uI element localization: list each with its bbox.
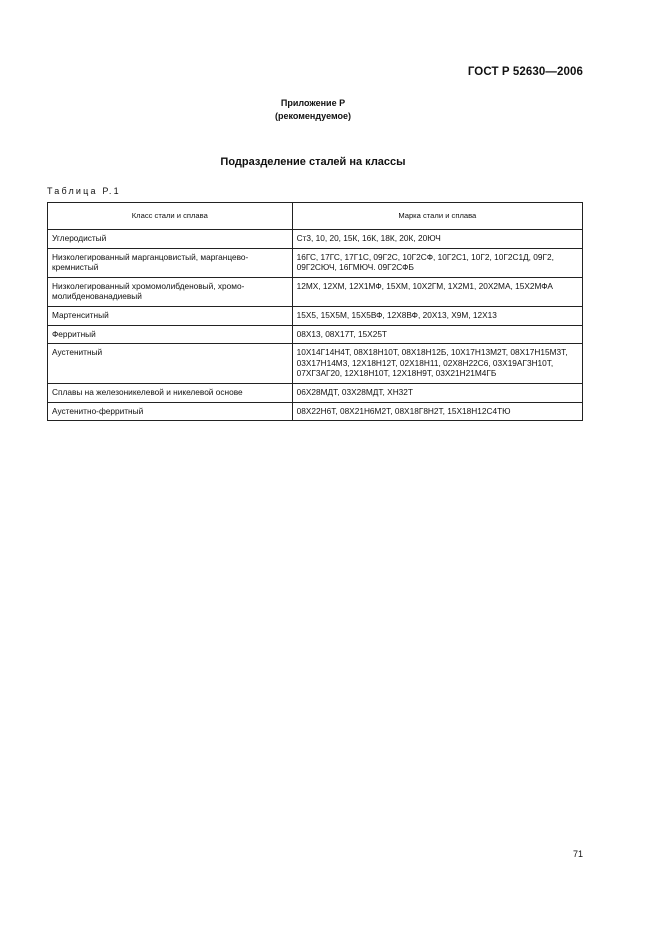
steel-grade-cell: Ст3, 10, 20, 15К, 16К, 18К, 20К, 20ЮЧ <box>292 230 582 249</box>
steel-grade-cell: 10Х14Г14Н4Т, 08Х18Н10Т, 08Х18Н12Б, 10Х17Н13М2Т, 08Х17Н15М3Т, 03Х17Н14М3, 12Х18Н12Т, 02Х18Н11, 02Х8Н22С6, 03Х19АГ3Н10Т, 07ХГ3АГ20, 12Х18Н10Т, 12Х18Н9Т, 03Х21Н21М4ГБ <box>292 344 582 384</box>
steel-class-cell: Ферритный <box>48 325 293 344</box>
table-row <box>48 383 583 402</box>
section-title: Подразделение сталей на классы <box>220 156 406 168</box>
column-header-class: Класс стали и сплава <box>48 203 293 230</box>
steel-grade-cell: 08Х13, 08Х17Т, 15Х25Т <box>292 325 582 344</box>
steel-class-cell: Аустенитно-ферритный <box>48 402 293 421</box>
table-row <box>48 325 583 344</box>
steel-grade-cell: 15Х5, 15Х5М, 15Х5ВФ, 12Х8ВФ, 20Х13, Х9М, 12Х13 <box>292 306 582 325</box>
appendix-title: Приложение Р <box>280 98 346 108</box>
steel-class-cell: Аустенитный <box>48 344 293 384</box>
steel-class-cell: Мартенситный <box>48 306 293 325</box>
steel-grade-cell: 06Х28МДТ, 03Х28МДТ, ХН32Т <box>292 383 582 402</box>
steel-classes-table <box>47 202 583 421</box>
steel-grade-cell: 08Х22Н6Т, 08Х21Н6М2Т, 08Х18Г8Н2Т, 15Х18Н12С4ТЮ <box>292 402 582 421</box>
standard-number: ГОСТ Р 52630—2006 <box>467 66 583 78</box>
table-row <box>48 277 583 306</box>
steel-class-cell: Низколегированный хромомолибденовый, хромо-молибденованадиевый <box>48 277 293 306</box>
page-number: 71 <box>572 849 583 859</box>
table-row <box>48 306 583 325</box>
appendix-heading <box>0 97 626 123</box>
table-row <box>48 344 583 384</box>
table-row <box>48 248 583 277</box>
table-header-row <box>48 203 583 230</box>
table-row <box>48 230 583 249</box>
steel-class-cell: Низколегированный марганцовистый, марганцево-кремнистый <box>48 248 293 277</box>
appendix-status: (рекомендуемое) <box>275 111 351 121</box>
column-header-grade: Марка стали и сплава <box>292 203 582 230</box>
steel-grade-cell: 12МХ, 12ХМ, 12Х1МФ, 15ХМ, 10Х2ГМ, 1Х2М1, 20Х2МА, 15Х2МФА <box>292 277 582 306</box>
table-row <box>48 402 583 421</box>
steel-class-cell: Сплавы на железоникелевой и никелевой основе <box>48 383 293 402</box>
steel-class-cell: Углеродистый <box>48 230 293 249</box>
steel-grade-cell: 16ГС, 17ГС, 17Г1С, 09Г2С, 10Г2СФ, 10Г2С1, 10Г2, 10Г2С1Д, 09Г2, 09Г2СЮЧ, 16ГМЮЧ. 09Г2СФБ <box>292 248 582 277</box>
table-caption: Таблица Р.1 <box>47 186 121 196</box>
